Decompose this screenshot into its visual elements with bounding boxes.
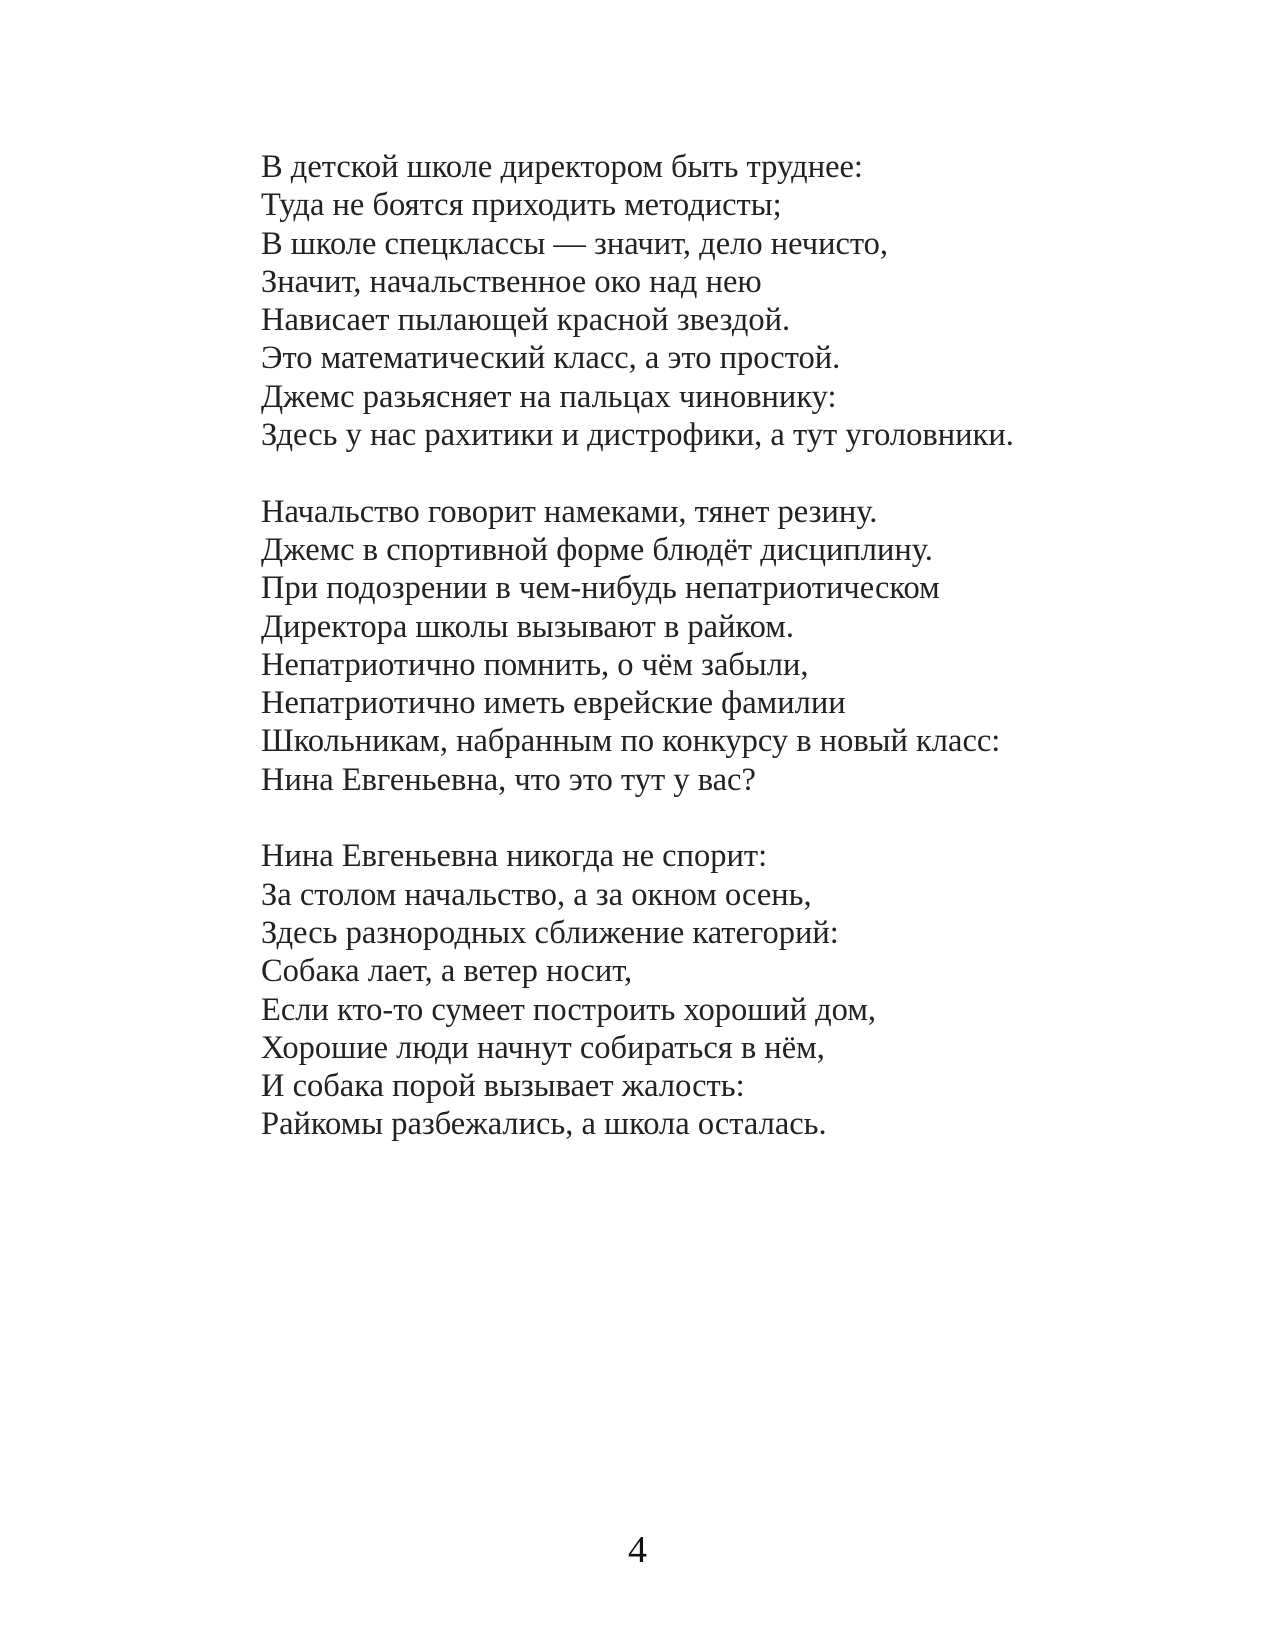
poem-line: Нина Евгеньевна никогда не спорит:: [261, 838, 768, 875]
poem-line: В детской школе директором быть труднее:: [261, 149, 863, 185]
poem-line: Это математический класс, а это простой.: [261, 340, 841, 377]
poem-line: Непатриотично иметь еврейские фамилии: [261, 685, 846, 722]
poem-line: Нина Евгеньевна, что это тут у вас?: [261, 761, 756, 798]
poem-line: Туда не боятся приходить методисты;: [261, 187, 782, 224]
stanza-2: [261, 493, 1081, 799]
poem-line: Здесь разнородных сближение категорий:: [261, 914, 839, 951]
stanza-1: [261, 148, 1081, 454]
poem-line: Значит, начальственное око над нею: [261, 263, 762, 300]
poem-line: И собака порой вызывает жалость:: [261, 1068, 745, 1105]
poem-line: При подозрении в чем-нибудь непатриотическом: [261, 570, 940, 607]
page-number: 4: [628, 1529, 647, 1571]
poem-line: За столом начальство, а за окном осень,: [261, 876, 812, 913]
poem-line: Непатриотично помнить, о чём забыли,: [261, 646, 809, 683]
poem-line: Джемс разьясняет на пальцах чиновнику:: [261, 378, 837, 415]
poem-line: В школе спецклассы — значит, дело нечисто,: [261, 225, 889, 262]
poem-line: Здесь у нас рахитики и дистрофики, а тут уголовники.: [261, 417, 1014, 454]
poem-line: Собака лает, а ветер носит,: [261, 953, 633, 990]
poem-line: Школьникам, набранным по конкурсу в новый класс:: [261, 723, 1001, 760]
poem-line: Директора школы вызывают в райком.: [261, 608, 794, 645]
poem-body: [261, 148, 1081, 1144]
poem-line: Начальство говорит намеками, тянет резину.: [261, 493, 878, 530]
poem-line: Если кто-то сумеет построить хороший дом,: [261, 991, 877, 1028]
poem-line: Райкомы разбежались, а школа осталась.: [261, 1106, 827, 1143]
poem-line: Хорошие люди начнут собираться в нём,: [261, 1029, 825, 1066]
poem-line: Джемс в спортивной форме блюдёт дисциплину.: [261, 531, 933, 568]
poem-line: Нависает пылающей красной звездой.: [261, 302, 791, 339]
stanza-3: [261, 837, 1081, 1143]
